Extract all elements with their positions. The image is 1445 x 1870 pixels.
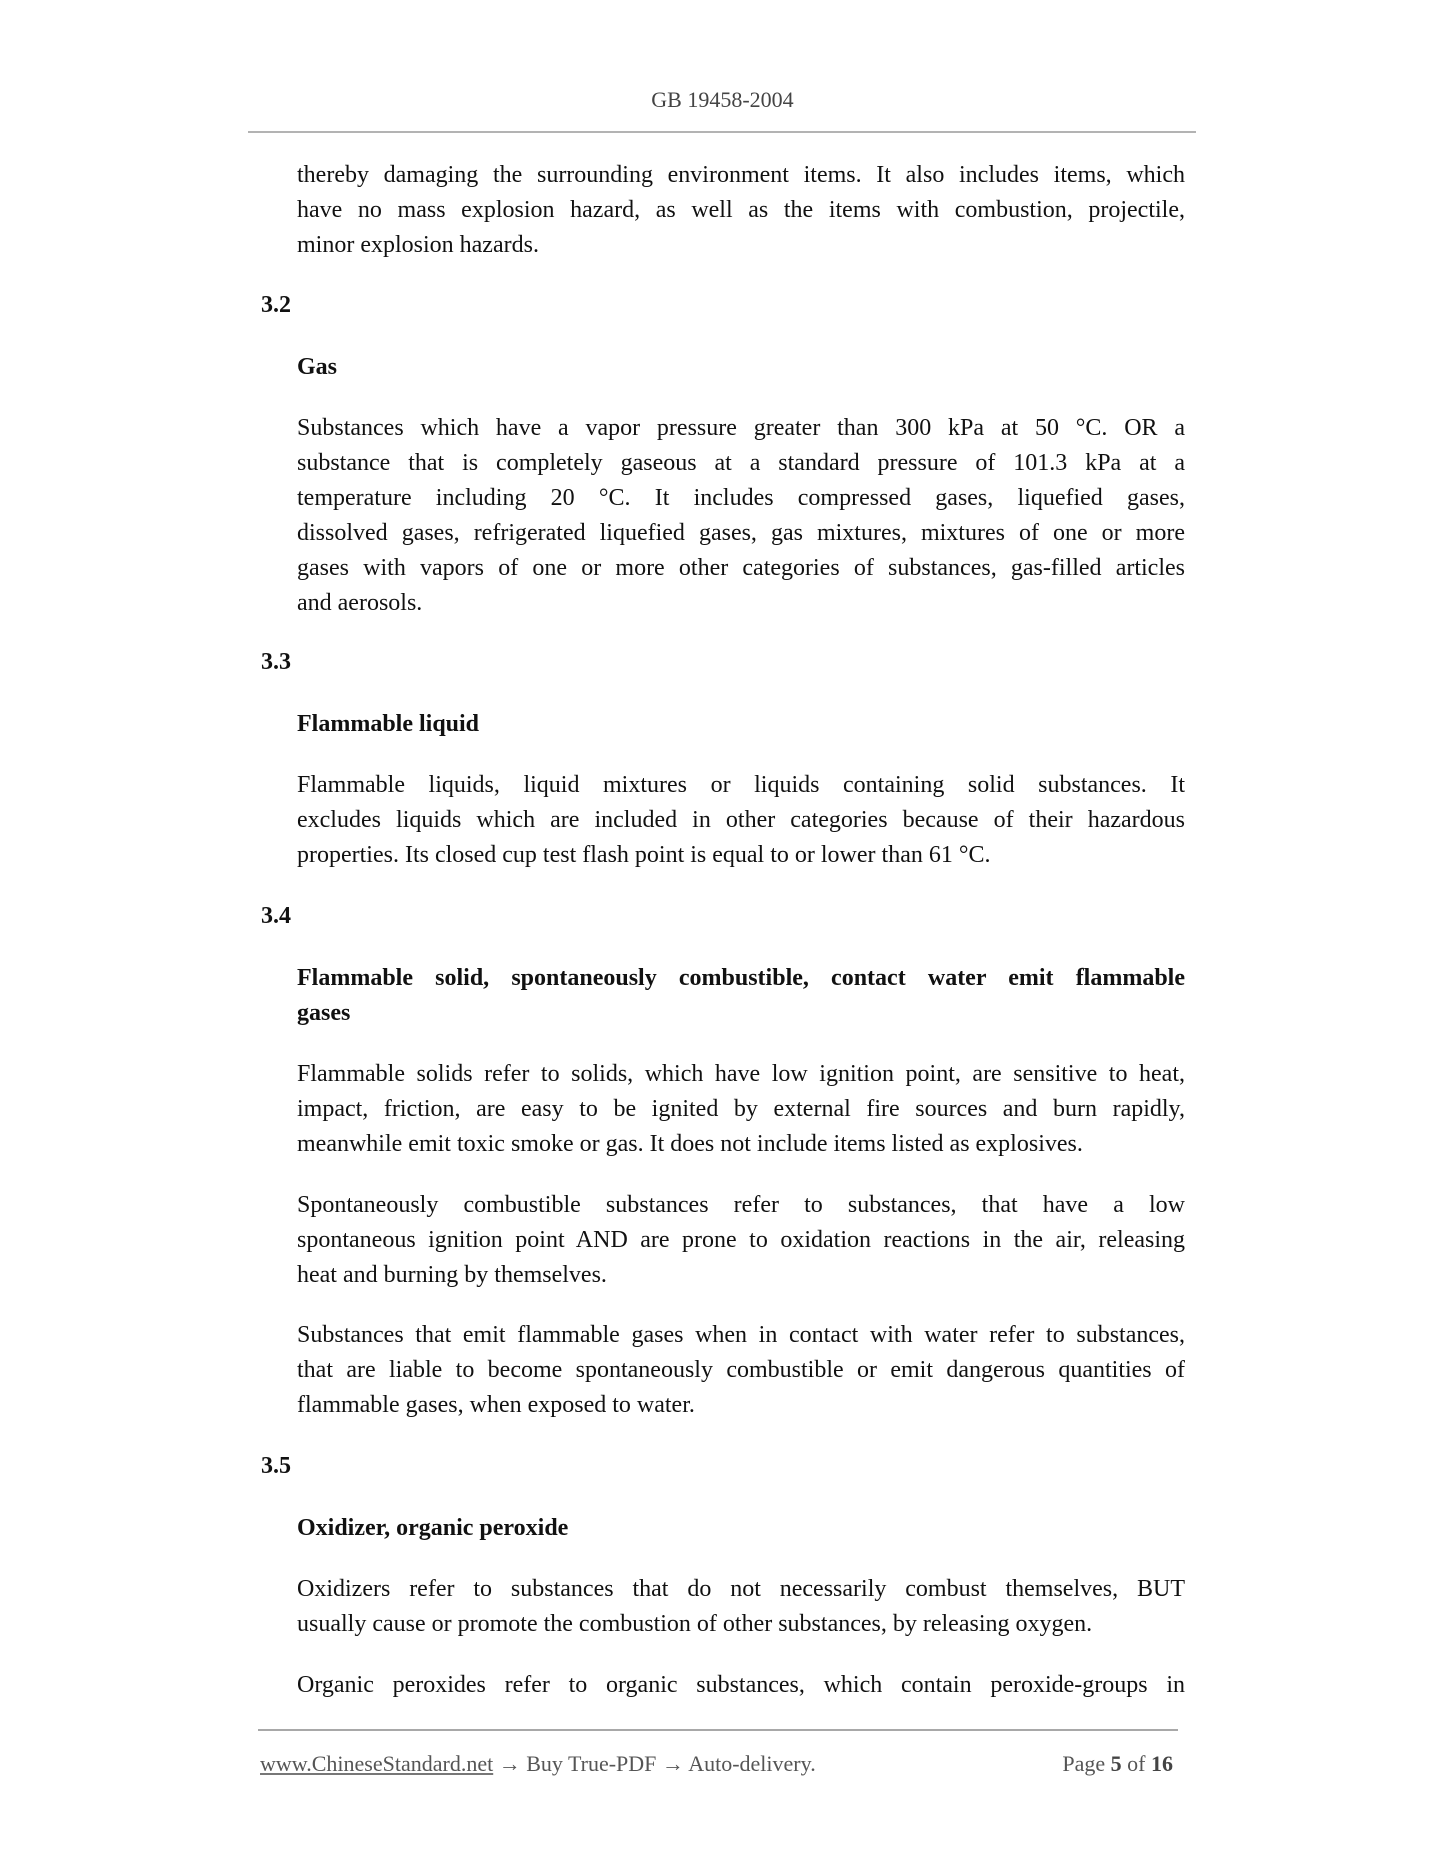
section-heading-oxidizer	[297, 1511, 1185, 1546]
heading-line: Oxidizer, organic peroxide	[297, 1515, 569, 1541]
paragraph-organic-peroxides	[297, 1668, 1185, 1703]
page-current: 5	[1110, 1751, 1122, 1776]
heading-line: gases	[297, 1000, 351, 1026]
chinesestandard-link[interactable]: www.ChineseStandard.net	[260, 1751, 494, 1776]
text-line: have no mass explosion hazard, as well as the items with combustion, projectile,	[297, 197, 1185, 223]
footer-step-delivery: Auto-delivery.	[688, 1751, 816, 1776]
text-line: meanwhile emit toxic smoke or gas. It does not include items listed as explosives.	[297, 1131, 1083, 1157]
text-line: Flammable solids refer to solids, which have low ignition point, are sensitive to heat,	[297, 1061, 1185, 1087]
arrow-right-icon: →	[661, 1751, 684, 1776]
footer-divider	[258, 1729, 1178, 1731]
section-heading-flammable-liquid	[297, 707, 1185, 742]
paragraph-oxidizers	[297, 1572, 1185, 1642]
text-line: usually cause or promote the combustion of other substances, by releasing oxygen.	[297, 1611, 1093, 1637]
text-line: Organic peroxides refer to organic substances, which contain peroxide-groups in	[297, 1672, 1185, 1698]
text-line: spontaneous ignition point AND are prone to oxidation reactions in the air, releasing	[297, 1227, 1185, 1253]
paragraph-flammable-solids	[297, 1057, 1185, 1162]
text-line: substance that is completely gaseous at a standard pressure of 101.3 kPa at a	[297, 450, 1185, 476]
text-line: thereby damaging the surrounding environment items. It also includes items, which	[297, 162, 1185, 188]
section-number-3-5: 3.5	[261, 1453, 291, 1479]
text-line: Substances that emit flammable gases when in contact with water refer to substances,	[297, 1322, 1185, 1348]
section-number-3-4: 3.4	[261, 903, 291, 929]
footer-step-buy: Buy True-PDF	[526, 1751, 657, 1776]
text-line: heat and burning by themselves.	[297, 1262, 607, 1288]
text-line: and aerosols.	[297, 590, 423, 616]
paragraph-gas-definition	[297, 411, 1185, 621]
section-number-3-2: 3.2	[261, 292, 291, 318]
heading-line: Flammable liquid	[297, 711, 480, 737]
text-line: Oxidizers refer to substances that do not necessarily combust themselves, BUT	[297, 1576, 1185, 1602]
text-line: temperature including 20 °C. It includes compressed gases, liquefied gases,	[297, 485, 1185, 511]
text-line: gases with vapors of one or more other categories of substances, gas-filled articles	[297, 555, 1185, 581]
paragraph-intro-continuation	[297, 158, 1185, 263]
text-line: Substances which have a vapor pressure greater than 300 kPa at 50 °C. OR a	[297, 415, 1185, 441]
arrow-right-icon: →	[498, 1751, 521, 1776]
header-divider	[248, 131, 1196, 133]
document-header-id: GB 19458-2004	[651, 87, 794, 112]
paragraph-flammable-liquid-definition	[297, 768, 1185, 873]
page-of-label: of	[1127, 1751, 1146, 1776]
section-number-3-3: 3.3	[261, 649, 291, 675]
text-line: excludes liquids which are included in other categories because of their hazardous	[297, 807, 1185, 833]
heading-line: Gas	[297, 354, 338, 380]
page-label: Page	[1062, 1751, 1106, 1776]
text-line: dissolved gases, refrigerated liquefied gases, gas mixtures, mixtures of one or more	[297, 520, 1185, 546]
text-line: that are liable to become spontaneously combustible or emit dangerous quantities of	[297, 1357, 1185, 1383]
text-line: properties. Its closed cup test flash point is equal to or lower than 61 °C.	[297, 842, 991, 868]
page-total: 16	[1151, 1751, 1173, 1776]
text-line: Flammable liquids, liquid mixtures or liquids containing solid substances. It	[297, 772, 1185, 798]
section-heading-flammable-solid	[297, 961, 1185, 1031]
text-line: impact, friction, are easy to be ignited by external fire sources and burn rapidly,	[297, 1096, 1185, 1122]
text-line: minor explosion hazards.	[297, 232, 539, 258]
section-heading-gas	[297, 350, 1185, 385]
paragraph-water-reactive	[297, 1318, 1185, 1423]
paragraph-spontaneously-combustible	[297, 1188, 1185, 1293]
page-indicator	[1062, 1750, 1173, 1778]
text-line: flammable gases, when exposed to water.	[297, 1392, 695, 1418]
heading-line: Flammable solid, spontaneously combustible, contact water emit flammable	[297, 965, 1185, 991]
text-line: Spontaneously combustible substances refer to substances, that have a low	[297, 1192, 1185, 1218]
footer-promo	[260, 1750, 816, 1778]
